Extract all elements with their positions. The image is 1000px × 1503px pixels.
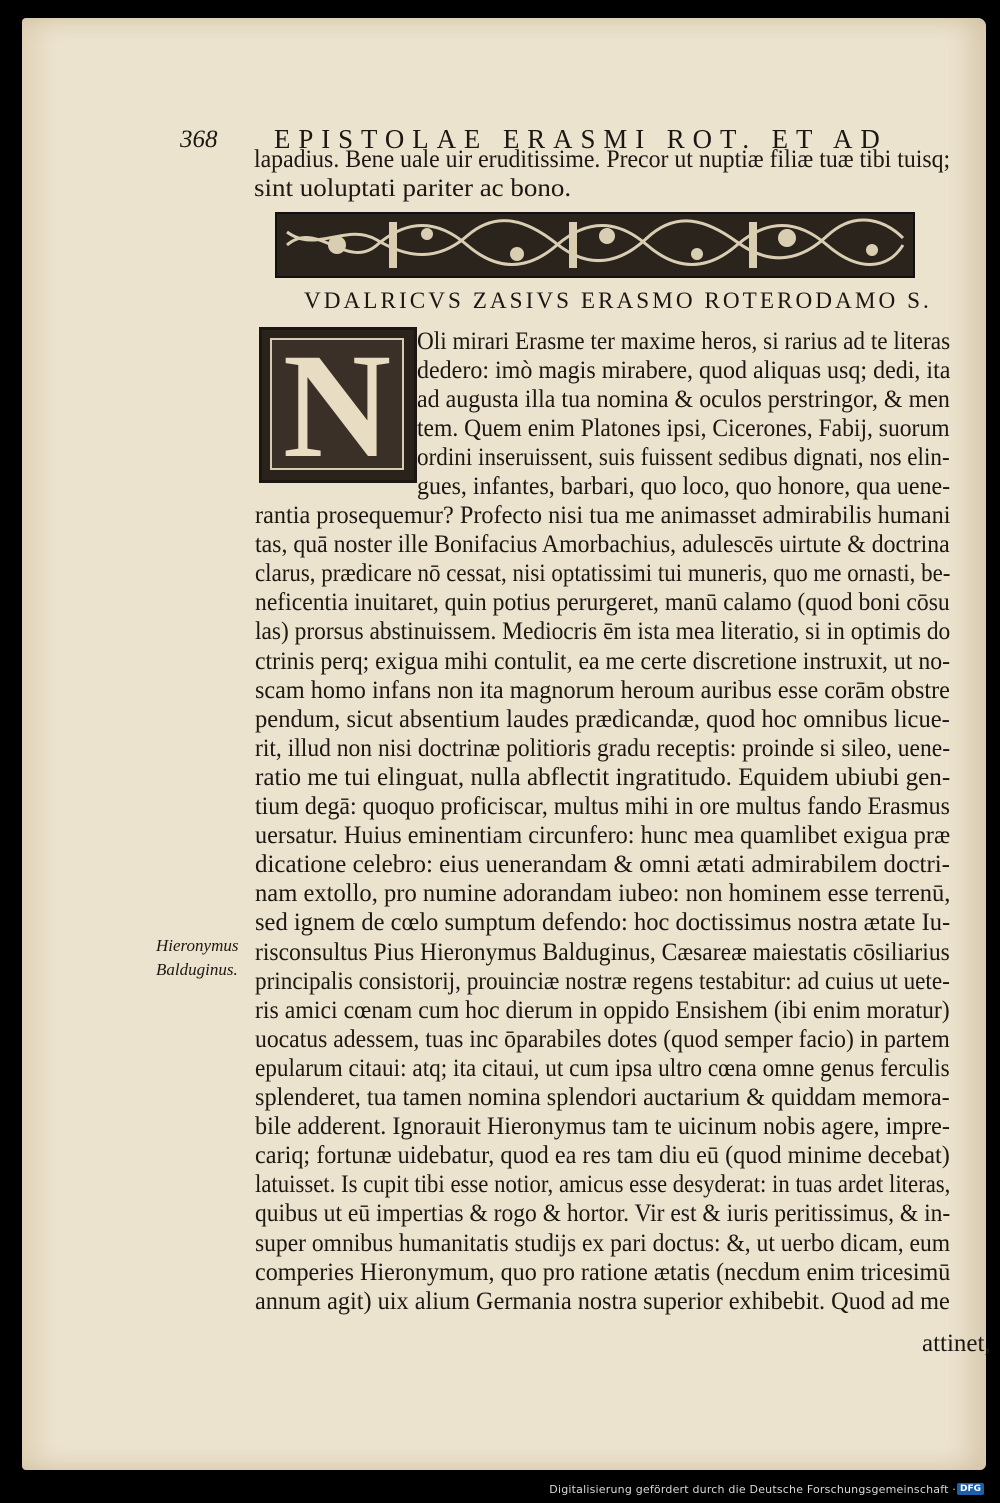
catchword: attinet, <box>922 1330 991 1357</box>
body-line: pendum, sicut absentium laudes prædicandæ, quod hoc omnibus licue- <box>255 705 950 733</box>
opening-line-2: sint uoluptati pariter ac bono. <box>254 175 572 202</box>
indented-line: ad augusta illa tua nomina & oculos perstringor, & men <box>417 386 950 413</box>
body-line: clarus, prædicare nō cessat, nisi optatissimi tui muneris, quo me ornasti, be- <box>255 560 951 588</box>
body-line: tas, quā noster ille Bonifacius Amorbachius, adulescēs uirtute & doctrina <box>255 531 950 559</box>
page-number: 368 <box>180 126 218 153</box>
decorated-initial <box>259 327 417 483</box>
dfg-logo-icon: DFG <box>957 1483 984 1495</box>
ornamental-border <box>275 212 915 278</box>
body-line: latuisset. Is cupit tibi esse notior, amicus esse desyderat: in tuas ardet literas, <box>255 1171 951 1199</box>
body-line: annum agit) uix alium Germania nostra superior exhibebit. Quod ad me <box>255 1287 950 1315</box>
body-line: uersatur. Huius eminentiam circunfero: hunc mea quamlibet exigua præ <box>255 822 951 850</box>
margin-note-line-1: Hieronymus <box>156 936 239 955</box>
body-line: bile adderent. Ignorauit Hieronymus tam te uicinum nobis agere, impre- <box>255 1113 950 1141</box>
body-line: ris amici cœnam cum hoc dierum in oppido Ensishem (ibi enim moratur) <box>255 996 950 1024</box>
body-line: ctrinis perq; exigua mihi contulit, ea me certe discretione instruxit, ut no- <box>255 647 951 675</box>
indented-line: ordini inseruissent, suis fuissent sedibus dignati, nos elin- <box>417 444 950 471</box>
indented-line: tem. Quem enim Platones ipsi, Cicerones, Fabij, suorum <box>417 415 950 442</box>
body-line: neficentia inuitaret, quin potius perurgeret, manū calamo (quod boni cōsu <box>255 589 950 617</box>
book-page <box>22 18 991 1470</box>
initial-frame <box>270 338 404 470</box>
body-line: uocatus adessem, tuas inc ōparabiles dotes (quod semper facio) in partem <box>255 1025 950 1053</box>
body-line: comperies Hieronymum, quo pro ratione ætatis (necdum enim tricesimū <box>255 1258 951 1286</box>
indented-line: dedero: imò magis mirabere, quod aliquas usq; dedi, ita <box>417 357 951 384</box>
running-head: EPISTOLAE ERASMI ROT. ET AD <box>274 124 888 154</box>
body-line: scam homo infans non ita magnorum heroum auribus esse corām obstre <box>255 676 950 704</box>
indented-line: Oli mirari Erasme ter maxime heros, si rarius ad te literas <box>417 328 951 355</box>
body-line: rit, illud non nisi doctrinæ politioris gradu receptis: proinde si sileo, uene- <box>255 734 951 762</box>
body-line: dicatione celebro: eius uenerandam & omni ætati admirabilem doctri- <box>255 851 950 879</box>
body-line: principalis consistorij, prouinciæ nostræ regens testabitur: ad cuius ut uete- <box>255 967 950 995</box>
body-line: las) prorsus abstinuissem. Mediocris ēm ista mea literatio, si in optimis do <box>255 618 951 646</box>
body-line: ratio me tui elinguat, nulla abflectit ingratitudo. Equidem ubiubi gen- <box>255 763 951 791</box>
body-line: sed ignem de cœlo sumptum defendo: hoc doctissimus nostra ætate Iu- <box>255 909 951 937</box>
body-line: rantia prosequemur? Profecto nisi tua me animasset admirabilis humani <box>255 502 951 529</box>
footer-bar <box>0 1478 1000 1503</box>
body-line: splenderet, tua tamen nomina splendori auctarium & quiddam memora- <box>255 1084 950 1111</box>
body-line: cariq; fortunæ uidebatur, quod ea res tam diu eū (quod minime decebat) <box>255 1142 950 1170</box>
footer-credit: Digitalisierung gefördert durch die Deutsche Forschungsgemeinschaft · <box>549 1483 956 1496</box>
opening-line-1: lapadius. Bene uale uir eruditissime. Precor ut nuptiæ filiæ tuæ tibi tuisq; <box>254 146 951 173</box>
body-line: epularum citaui: atq; ita citaui, ut cum ipsa ultro cœna omne genus ferculis <box>255 1054 950 1082</box>
body-line: risconsultus Pius Hieronymus Balduginus, Cæsareæ maiestatis cōsiliarius <box>255 938 950 966</box>
body-line: quibus ut eū impertias & rogo & hortor. Vir est & iuris peritissimus, & in- <box>255 1200 951 1228</box>
body-line: super omnibus humanitatis studijs ex pari doctus: &, ut uerbo dicam, eum <box>255 1229 951 1257</box>
margin-note-line-2: Balduginus. <box>156 960 238 979</box>
indented-line: gues, infantes, barbari, quo loco, quo honore, qua uene- <box>417 473 951 500</box>
body-line: nam extollo, pro numine adorandam iubeo: non hominem esse terrenū, <box>255 880 951 908</box>
initial-letter: N <box>282 338 392 470</box>
body-line: tium degā: quoquo proficiscar, multus mihi in ore multus fando Erasmus <box>255 793 950 820</box>
letter-title: VDALRICVS ZASIVS ERASMO ROTERODAMO S. <box>304 288 932 313</box>
